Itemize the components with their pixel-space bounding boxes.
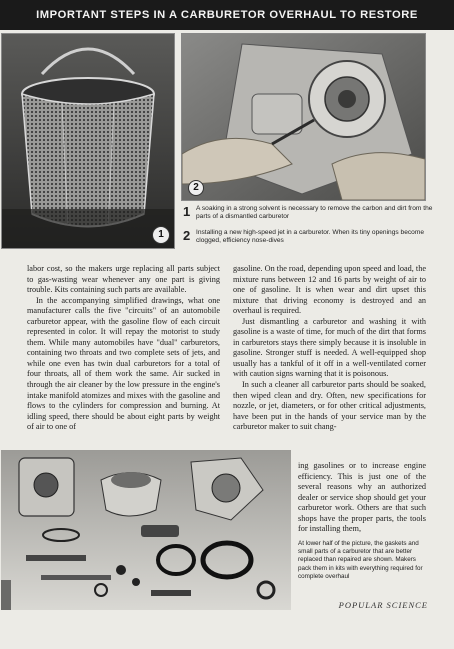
photo-carburetor-parts <box>1 450 291 610</box>
carburetor-jet-illustration <box>182 34 425 200</box>
photo-number-badge-1: 1 <box>152 226 170 244</box>
article-paragraph: In such a cleaner all carburetor parts should be soaked, then wiped clean and dry. Often, new specifications for nozzle, or jet, diameters, or for other critical adjustments, have been put in the hands of your service man by the carburetor maker to suit chang- <box>233 380 426 432</box>
parts-kit-caption: At lower half of the picture, the gaskets and small parts of a carburetor that are better replaced than repaired are shown. Makers pack them in kits with everything required for complete overhaul <box>298 540 423 580</box>
article-paragraph: labor cost, so the makers urge replacing all parts subject to gas-wasting wear whenever any one part is giving trouble. Kits containing such parts are available. <box>27 264 220 295</box>
article-column-left <box>27 264 220 433</box>
article-paragraph: Just dismantling a carburetor and washing it with gasoline is a waste of time, for much of the dirt that forms in carburetors stays there simply because it is insoluble in gasoline. Stronger stuff is needed. A well-equipped shop usually has a tankful of it off in a well-ventilated corner with caution signs warning that it is poisonous. <box>233 316 426 379</box>
basket-illustration <box>2 34 174 248</box>
article-paragraph: In the accompanying simplified drawings, what one manufacturer calls the five "circuits" of an automobile carburetor appear, with the gasoline flow of each circuit represented in color. It will repay the motorist to study them. While many automobiles have "dual" carburetors, containing two throats and two complete sets of jets, and while one even has twin dual carburetors for a total of four throats, all of them work the same. Air sucked in through the air cleaner by the low pressure in the engine's intake manifold atomizes and mixes with the gasoline and flows to the cylinders for compression and burning. At idling speed, there should be about eight parts by weight of air to one of <box>27 295 220 432</box>
article-paragraph: gasoline. On the road, depending upon speed and load, the mixture runs between 12 and 16 parts by weight of air to one of gasoline. It is when wear and dirt upset this mixture that driving economy is destroyed and an overhaul is required. <box>233 264 426 316</box>
parts-kit-illustration <box>1 450 291 610</box>
caption-text: Installing a new high-speed jet in a carburetor. When its tiny openings become clogged, efficiency nose-dives <box>196 229 424 245</box>
caption-text: A soaking in a strong solvent is necessary to remove the carbon and dirt from the parts of a dismantled carburetor <box>196 205 433 221</box>
caption-1 <box>183 205 433 221</box>
page-banner: IMPORTANT STEPS IN A CARBURETOR OVERHAUL TO RESTORE <box>0 0 454 30</box>
caption-number: 1 <box>183 204 191 219</box>
photo-solvent-basket <box>1 33 175 249</box>
article-paragraph: ing gasolines or to increase engine efficiency. This is just one of the several reasons why an authorized dealer or service shop should get your carburetor work. Others are that such shops have the proper parts, the tools for installing them, <box>298 461 426 534</box>
caption-2 <box>183 229 433 245</box>
magazine-footer: POPULAR SCIENCE <box>338 600 428 610</box>
caption-number: 2 <box>183 228 191 243</box>
photo-installing-jet <box>181 33 426 201</box>
article-column-right <box>233 264 426 433</box>
article-column-right-continued <box>298 461 426 535</box>
photo-number-badge-2: 2 <box>188 180 204 196</box>
